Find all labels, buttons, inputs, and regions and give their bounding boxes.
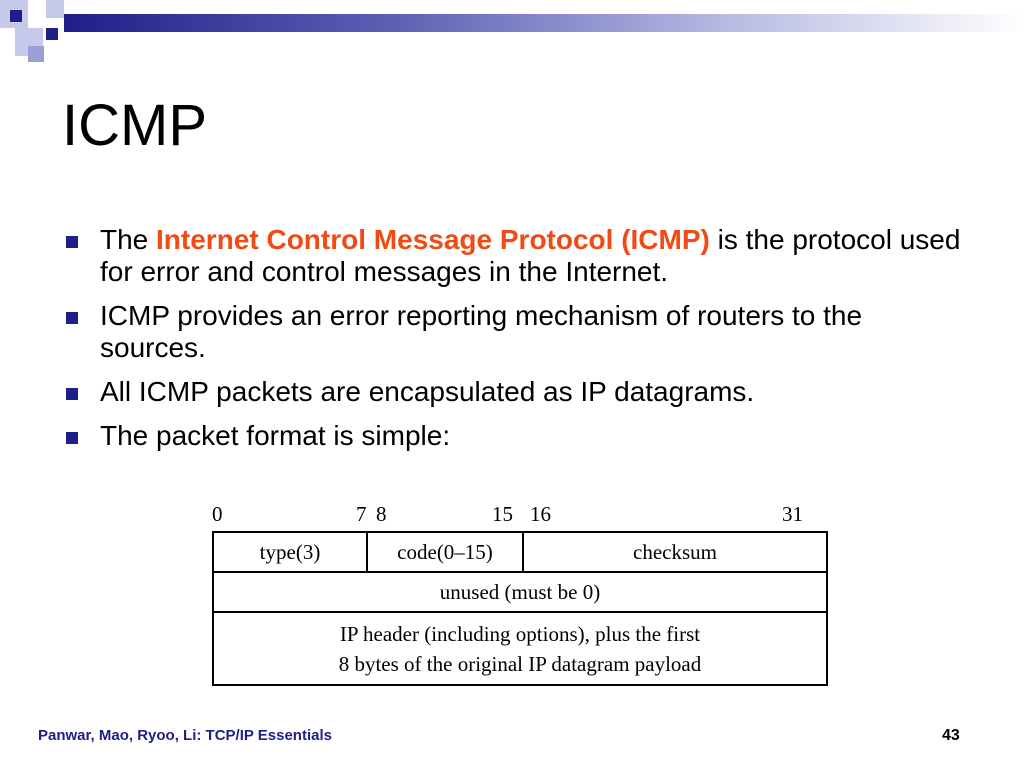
field-payload-line: IP header (including options), plus the first xyxy=(339,621,701,646)
decor-square xyxy=(46,0,64,18)
slide-title: ICMP xyxy=(62,93,207,158)
field-checksum: checksum xyxy=(633,539,717,564)
field-code: code(0–15) xyxy=(368,533,524,571)
bullet-list xyxy=(62,224,962,464)
bullet-square-icon xyxy=(66,388,78,400)
bit-label: 0 xyxy=(212,502,223,526)
icmp-packet-diagram xyxy=(212,500,828,676)
bullet-text-post: is the protocol used for error and control messages in the Internet. xyxy=(100,224,961,287)
field-type: type(3) xyxy=(214,533,368,571)
field-unused: unused (must be 0) xyxy=(439,579,601,604)
bullet-item xyxy=(62,420,962,452)
bullet-item xyxy=(62,300,962,364)
bullet-square-icon xyxy=(66,312,78,324)
bullet-text: The packet format is simple: xyxy=(100,420,451,451)
top-gradient-bar xyxy=(64,14,1024,32)
packet-box xyxy=(212,531,828,686)
decor-square xyxy=(46,28,58,40)
bit-label: 31 xyxy=(782,502,803,526)
bullet-item xyxy=(62,224,962,288)
decor-square xyxy=(28,46,44,62)
bullet-text: All ICMP packets are encapsulated as IP datagrams. xyxy=(100,376,755,407)
bullet-item xyxy=(62,376,962,408)
bullet-text-pre: The xyxy=(100,224,157,255)
field-payload-line: 8 bytes of the original IP datagram payload xyxy=(338,651,702,676)
packet-row-header xyxy=(214,533,826,573)
bullet-text: ICMP provides an error reporting mechanism of routers to the sources. xyxy=(100,300,863,363)
decor-square xyxy=(28,0,46,18)
bit-position-row xyxy=(212,500,828,530)
footer-authors: Panwar, Mao, Ryoo, Li: TCP/IP Essentials xyxy=(38,727,332,744)
packet-row-unused xyxy=(214,573,826,613)
bit-label: 7 xyxy=(356,502,367,526)
decor-square xyxy=(10,10,22,22)
bullet-highlight: Internet Control Message Protocol (ICMP) xyxy=(156,224,710,255)
packet-row-payload xyxy=(214,613,826,684)
bullet-square-icon xyxy=(66,236,78,248)
bit-label: 8 xyxy=(376,502,387,526)
page-number: 43 xyxy=(942,727,960,744)
bullet-square-icon xyxy=(66,432,78,444)
bit-label: 15 xyxy=(492,502,513,526)
bit-label: 16 xyxy=(530,502,551,526)
